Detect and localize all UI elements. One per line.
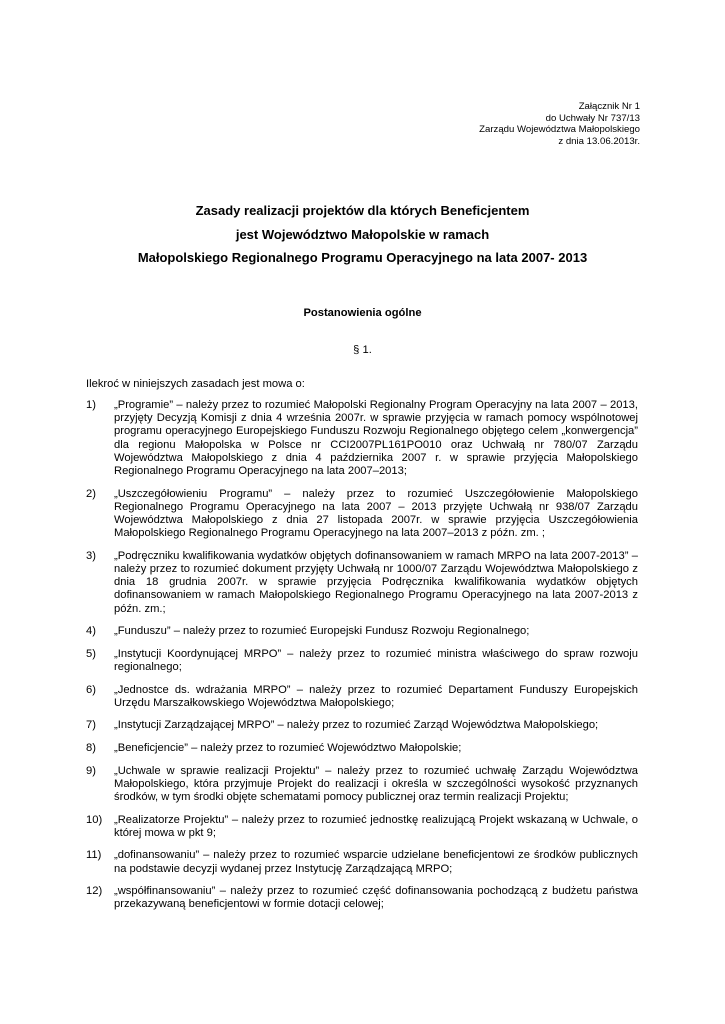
list-item-text: „Jednostce ds. wdrażania MRPO” – należy przez to rozumieć Departament Funduszy Europejskich Urzędu Marszałkowskiego Województwa Małopolskiego;: [114, 683, 638, 709]
paragraph-mark: § 1.: [353, 344, 372, 356]
list-item: [86, 742, 638, 755]
list-item: [86, 399, 638, 478]
annex-line-3: Zarządu Województwa Małopolskiego: [479, 124, 640, 135]
list-item-number: 4): [86, 625, 96, 638]
list-item: [86, 550, 638, 616]
list-item-text: „Funduszu” – należy przez to rozumieć Europejski Fundusz Rozwoju Regionalnego;: [114, 625, 530, 638]
list-item-number: 5): [86, 647, 96, 660]
list-item-text: „dofinansowaniu” – należy przez to rozumieć wsparcie udzielane beneficjentowi ze środków publicznych na podstawie decyzji wydanej przez Instytucję Zarządzającą MRPO;: [114, 849, 638, 875]
list-item-number: 7): [86, 719, 96, 732]
list-item-number: 10): [86, 813, 103, 826]
list-item: [86, 488, 638, 541]
list-item: [86, 625, 638, 638]
list-item-number: 9): [86, 764, 96, 777]
list-item-text: „Uchwale w sprawie realizacji Projektu” – należy przez to rozumieć uchwałę Zarządu Województwa Małopolskiego, która przyjmuje Projekt do realizacji i określa w szczególności wysokość przyznanych środków, w tym środki objęte schematami pomocy publicznej oraz termin realizacji Projektu;: [114, 764, 638, 803]
list-item: [86, 684, 638, 710]
title-line-1: Zasady realizacji projektów dla których Beneficjentem: [195, 203, 530, 218]
definitions-list: [86, 399, 638, 921]
list-item-number: 3): [86, 549, 96, 562]
document-title: [60, 199, 665, 270]
list-item-number: 12): [86, 885, 103, 898]
list-item-text: „Podręczniku kwalifikowania wydatków objętych dofinansowaniem w ramach MRPO na lata 2007-2013” – należy przez to rozumieć dokument przyjęty Uchwałą nr 1000/07 Zarządu Województwa Małopolskiego z dnia 18 grudnia 2007r. w sprawie przyjęcia Podręcznika kwalifikowania wydatków objętych dofinansowaniem w ramach Małopolskiego Regionalnego Programu Operacyjnego na lata 2007-2013 z późn. zm.;: [114, 549, 638, 615]
annex-reference: [479, 101, 640, 147]
list-item-number: 11): [86, 849, 102, 862]
list-item-number: 8): [86, 742, 96, 754]
list-item-text: „współfinansowaniu” – należy przez to rozumieć część dofinansowania pochodzącą z budżetu państwa przekazywaną beneficjentowi w formie dotacji celowej;: [114, 885, 638, 911]
list-item-text: „Uszczegółowieniu Programu” – należy przez to rozumieć Uszczegółowienie Małopolskiego Regionalnego Programu Operacyjnego na lata 2007 – 2013 przyjęte Uchwałą nr 938/07 Zarządu Województwa Małopolskiego z dnia 27 listopada 2007r. w sprawie przyjęcia Uszczegółowienia Małopolskiego Regionalnego Programu Operacyjnego na lata 2007–2013 z późn. zm. ;: [114, 487, 638, 540]
list-item-text: „Realizatorze Projektu” – należy przez to rozumieć jednostkę realizującą Projekt wskazaną w Uchwale, o której mowa w pkt 9;: [114, 813, 638, 839]
title-line-2: jest Województwo Małopolskie w ramach: [235, 226, 490, 242]
list-item: [86, 648, 638, 674]
list-item-text: „Programie” – należy przez to rozumieć Małopolski Regionalny Program Operacyjny na lata 2007 – 2013, przyjęty Decyzją Komisji z dnia 4 września 2007r. w sprawie przyjęcia w ramach pomocy wspólnotowej programu operacyjnego Europejskiego Funduszu Rozwoju Regionalnego objętego celem „konwergencja” dla regionu Małopolska w Polsce nr CCI2007PL161PO010 oraz Uchwałą nr 780/07 Zarządu Województwa Małopolskiego z dnia 4 października 2007 r. w sprawie przyjęcia Małopolskiego Regionalnego Programu Operacyjnego na lata 2007–2013;: [114, 399, 638, 478]
list-item: [86, 814, 638, 840]
list-item-text: „Beneficjencie” – należy przez to rozumieć Województwo Małopolskie;: [114, 742, 462, 754]
list-item: [86, 719, 638, 732]
list-item-number: 1): [86, 399, 96, 411]
annex-line-1: Załącznik Nr 1: [578, 101, 640, 112]
list-item: [86, 885, 638, 911]
intro-text: Ilekroć w niniejszych zasadach jest mowa o:: [86, 378, 305, 390]
annex-line-2: do Uchwały Nr 737/13: [545, 112, 640, 124]
list-item-number: 6): [86, 683, 96, 696]
list-item-text: „Instytucji Zarządzającej MRPO” – należy przez to rozumieć Zarząd Województwa Małopolskiego;: [114, 719, 599, 732]
list-item: [86, 849, 638, 875]
annex-line-4: z dnia 13.06.2013r.: [558, 135, 640, 147]
list-item-text: „Instytucji Koordynującej MRPO” – należy przez to rozumieć ministra właściwego do spraw rozwoju regionalnego;: [114, 647, 638, 674]
list-item-number: 2): [86, 487, 96, 500]
title-line-3: Małopolskiego Regionalnego Programu Operacyjnego na lata 2007- 2013: [137, 250, 588, 265]
section-heading: Postanowienia ogólne: [303, 307, 422, 319]
list-item: [86, 765, 638, 805]
